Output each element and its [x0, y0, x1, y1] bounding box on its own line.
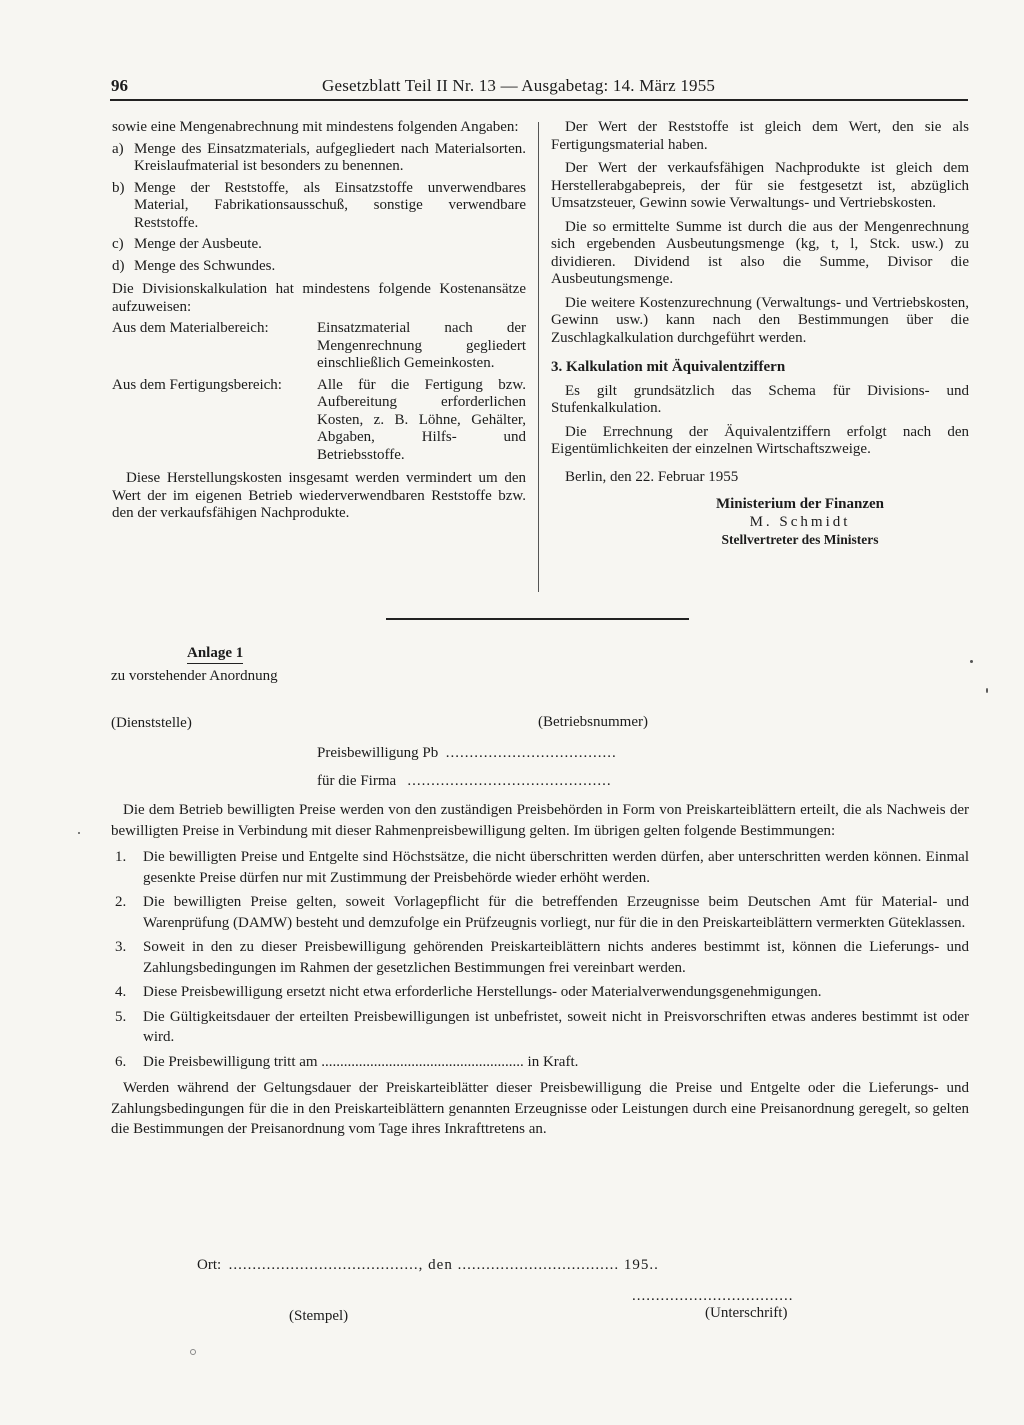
rule-item: 1. Die bewilligten Preise und Entgelte sind Höchstsätze, die nicht überschritten werden dürfen, aber unterschritten werden können. Einmal gesenkte Preise dürfen nur mit Zustimmung der Preisbehörde wieder erhöht werden. [115, 849, 969, 886]
header-rule [110, 99, 968, 101]
scan-speck [970, 660, 973, 663]
signature-name: M. Schmidt [749, 513, 851, 530]
paragraph: Es gilt grundsätzlich das Schema für Divisions- und Stufenkalkulation. [551, 382, 969, 416]
paragraph: Der Wert der verkaufsfähigen Nachprodukte ist gleich dem Herstellerabgabepreis, der für sie festgesetzt ist, abzüglich Umsatzsteuer, Gewinn sowie Verwaltungs- und Vertriebskosten. [551, 160, 969, 211]
rule-item: 6. Die Preisbewilligung tritt am ...................................................... in Kraft. [115, 1053, 579, 1070]
right-column [551, 119, 969, 549]
betriebsnummer-field: (Betriebsnummer) [538, 714, 648, 730]
signature-block [631, 496, 969, 549]
section-divider [386, 618, 689, 620]
signature-role: Stellvertreter des Ministers [721, 532, 879, 547]
scan-speck [986, 688, 988, 693]
rule-item: 2. Die bewilligten Preise gelten, soweit Vorlagepflicht für die betreffenden Erzeugnisse beim Deutschen Amt für Material- und Warenprüfung (DAMW) besteht und demzufolge ein Prüfzeugnis vorliegt, nur für die in den Preiskarteiblättern vermerkten Güteklassen. [115, 894, 969, 931]
closing-paragraph: Diese Herstellungskosten insgesamt werden vermindert um den Wert der im eigenen Betrieb wiederverwendbaren Reststoffe bzw. den der verkaufsfähigen Nachprodukte. [112, 470, 526, 521]
firma-field: für die Firma ........................................... [317, 773, 612, 789]
place-date: Berlin, den 22. Februar 1955 [565, 468, 739, 485]
scan-speck [190, 1349, 196, 1355]
annex-body [111, 800, 969, 1140]
annex-subheading: zu vorstehender Anordnung [111, 668, 278, 684]
cost-row: Aus dem Materialbereich: Einsatzmaterial nach der Mengenrechnung gegliedert einschließlich Gemeinkosten. [112, 320, 526, 371]
paragraph: Die Errechnung der Äquivalentziffern erfolgt nach den Eigentümlichkeiten der einzelnen Wirtschaftszweige. [551, 423, 969, 457]
annex-intro: Die dem Betrieb bewilligten Preise werden von den zuständigen Preisbehörden in Form von Preiskarteiblättern erteilt, die als Nachweis der bewilligten Preise in Verbindung mit dieser Rahmenpreisbewilligung gelten. Im übrigen gelten folgende Bestimmungen: [111, 802, 969, 839]
annex-heading: Anlage 1 [187, 645, 243, 664]
list-item: b) Menge der Reststoffe, als Einsatzstoffe unverwendbares Material, Fabrikationsausschuß, sonstige verwendbare Reststoffe. [112, 179, 526, 231]
paragraph: Der Wert der Reststoffe ist gleich dem Wert, den sie als Fertigungsmaterial haben. [551, 119, 969, 153]
rule-item: 5. Die Gültigkeitsdauer der erteilten Preisbewilligungen ist unbefristet, soweit nicht in Preisvorschriften etwas anderes bestimmt ist oder wird. [115, 1008, 969, 1045]
list-item: c) Menge der Ausbeute. [112, 236, 262, 252]
journal-header: Gesetzblatt Teil II Nr. 13 — Ausgabetag: 14. März 1955 [322, 76, 716, 95]
rule-item: 4. Diese Preisbewilligung ersetzt nicht etwa erforderliche Herstellungs- oder Materialverwendungsgenehmigungen. [115, 984, 822, 1000]
left-column [112, 119, 526, 523]
ort-date-line: Ort: ........................................, den .................................. 195.. [197, 1257, 659, 1273]
dienststelle-field: (Dienststelle) [111, 715, 192, 731]
annex-closing: Werden während der Geltungsdauer der Preiskarteiblätter dieser Preisbewilligung die Preise und Entgelte oder die Lieferungs- und Zahlungsbedingungen für die in den Preiskarteiblättern genannten Erzeugnisse oder Leistungen durch eine Preisanordnung geregelt, so gelten die Bestimmungen der Preisanordnung vom Tage ihres Inkrafttretens an. [111, 1080, 969, 1137]
intro-paragraph: sowie eine Mengenabrechnung mit mindestens folgenden Angaben: [112, 119, 519, 135]
signature-line: .................................. [632, 1288, 794, 1304]
rule-item: 3. Soweit in den zu dieser Preisbewilligung gehörenden Preiskarteiblättern nichts anderes bestimmt ist, können die Lieferungs- und Zahlungsbedingungen im Rahmen der gesetzlichen Bestimmungen frei vereinbart werden. [115, 939, 969, 976]
list-item: a) Menge des Einsatzmaterials, aufgegliedert nach Materialsorten. Kreislaufmaterial ist besonders zu benennen. [112, 140, 526, 174]
signature-field: (Unterschrift) [705, 1305, 788, 1321]
paragraph: Die so ermittelte Summe ist durch die aus der Mengenrechnung sich ergebenden Ausbeutungsmenge (kg, t, l, Stck. usw.) zu dividieren. Dividend ist also die Summe, Divisor die Ausbeutungsmenge. [551, 218, 969, 287]
preisbewilligung-field: Preisbewilligung Pb .................................... [317, 745, 617, 761]
paragraph: Die weitere Kostenzurechnung (Verwaltungs- und Vertriebskosten, Gewinn usw.) kann nach den Bestimmungen über die Zuschlagkalkulation durchgeführt werden. [551, 294, 969, 346]
column-divider [538, 122, 539, 592]
cost-row: Aus dem Fertigungsbereich: Alle für die Fertigung bzw. Aufbereitung erforderlichen Kosten, z. B. Löhne, Gehälter, Abgaben, Hilfs- und Betriebsstoffe. [112, 376, 526, 463]
division-intro: Die Divisionskalkulation hat mindestens folgende Kostenansätze aufzuweisen: [112, 281, 526, 315]
list-item: d) Menge des Schwundes. [112, 257, 276, 274]
signature-org: Ministerium der Finanzen [715, 496, 885, 512]
page-number: 96 [111, 76, 128, 95]
scan-speck [78, 832, 80, 834]
stamp-field: (Stempel) [289, 1308, 349, 1324]
section-heading: 3. Kalkulation mit Äquivalentziffern [551, 359, 786, 375]
